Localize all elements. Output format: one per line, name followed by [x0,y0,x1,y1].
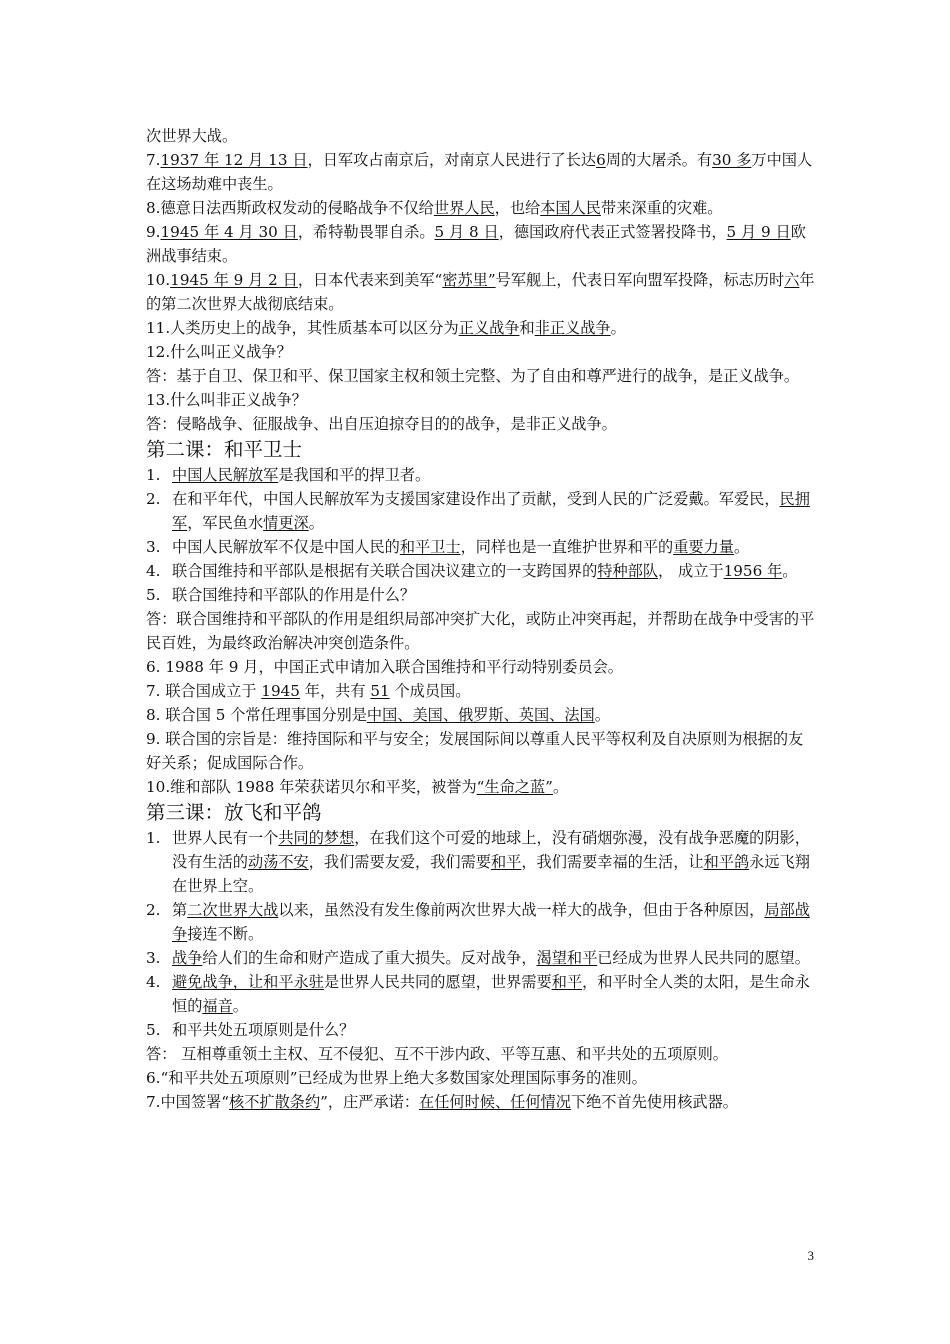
text-segment: 9. 联合国的宗旨是：维持国际和平与安全；发展国际间以尊重人民平等权利及自决原则为根据的友好关系；促成国际合作。 [146,730,804,772]
text-segment: 永远飞翔在世界上空。 [172,853,810,895]
item-text [172,946,816,970]
text-segment: 答：联合国维持和平部队的作用是组织局部冲突扩大化，或防止冲突再起，并帮助在战争中受害的平民百姓，为最终政治解决冲突创造条件。 [146,610,815,652]
paragraph [146,607,816,655]
underlined-answer: 世界人民 [433,199,495,217]
text-segment: 第三课：放飞和平鸽 [146,801,322,824]
text-segment: ，我们需要友爱，我们需要 [308,853,491,871]
text-segment: 10. [146,271,171,289]
paragraph [146,1066,816,1090]
text-segment: 以来，虽然没有发生像前两次世界大战一样大的战争，但由于各种原因， [278,901,765,919]
text-segment: 第 [172,901,188,919]
underlined-answer: 重要力量 [673,538,734,556]
text-segment: ，希特勒畏罪自杀。 [297,223,435,241]
underlined-answer: 非正义战争 [534,319,611,337]
item-number: 1. [146,829,161,847]
text-segment: 。 [733,538,750,556]
paragraph [146,340,816,364]
numbered-item [146,535,816,559]
item-text [172,487,816,535]
underlined-answer: 六 [784,271,800,289]
text-segment: ，我们需要幸福的生活，让 [521,853,704,871]
text-segment: 7. [146,151,161,169]
paragraph [146,268,816,316]
underlined-answer: 正义战争 [458,319,520,337]
underlined-answer: 1956 年 [723,562,783,580]
numbered-item [146,970,816,1018]
paragraph [146,1090,816,1114]
paragraph [146,775,816,799]
underlined-answer: 密苏里” [442,271,496,289]
underlined-answer: 和平卫士 [399,538,461,556]
text-segment: ，日本代表来到美军“ [297,271,443,289]
text-segment: ，同样也是一直维护世界和平的 [460,538,674,556]
underlined-answer: 6 [596,151,606,169]
paragraph [146,727,816,775]
underlined-answer: 1937 年 12 月 13 日 [160,151,308,169]
underlined-answer: 中国人民解放军 [172,466,279,484]
text-segment: 号军舰上，代表日军向盟军投降，标志历时 [495,271,785,289]
numbered-item [146,1018,816,1042]
numbered-item [146,898,816,946]
underlined-answer: 和平 [551,973,583,991]
underlined-answer: 5 月 8 日 [434,223,499,241]
text-segment: ，在我们这个可爱的地球上，没有硝烟弥漫，没有战争恶魔的阴影，没有生活的 [172,829,810,871]
underlined-answer: 本国人民 [540,199,601,217]
text-segment: 万中国人在这场劫难中丧生。 [146,151,813,193]
text-segment: 。 [232,997,248,1015]
text-segment: 联合国维持和平部队的作用是什么？ [172,586,415,604]
text-segment: 12.什么叫正义战争？ [146,343,292,361]
text-segment: 年的第二次世界大战彻底结束。 [146,271,815,313]
underlined-answer: 51 [370,682,390,700]
text-segment: 7.中国签署“ [146,1093,230,1111]
text-segment: 和 [519,319,535,337]
underlined-answer: 局部战争 [172,901,810,943]
item-text [172,970,816,1018]
item-text [172,898,816,946]
paragraph [146,679,816,703]
section-heading [146,436,816,463]
text-segment: 在和平年代，中国人民解放军为支援国家建设作出了贡献，受到人民的广泛爱戴。军爱民， [172,490,780,508]
item-number: 5. [146,586,161,604]
text-segment: 下绝不首先使用核武器。 [570,1093,738,1111]
paragraph [146,364,816,388]
numbered-item [146,826,816,898]
item-number: 5. [146,1021,161,1039]
document-body [146,124,816,1114]
underlined-answer: 二次世界大战 [187,901,279,919]
underlined-answer: 渴望和平 [536,949,598,967]
underlined-answer: 30 多 [712,151,752,169]
underlined-answer: 避免战争，让和平永驻 [172,973,324,991]
text-segment: 6. 1988 年 9 月，中国正式申请加入联合国维持和平行动特别委员会。 [146,658,623,676]
item-number: 4. [146,562,161,580]
text-segment: 联合国维持和平部队是根据有关联合国决议建立的一支跨国界的 [172,562,598,580]
page-number: 3 [807,1248,814,1263]
item-number: 4. [146,973,161,991]
item-text [172,559,816,583]
paragraph [146,196,816,220]
text-segment: 第二课：和平卫士 [146,438,303,461]
text-segment: 世界人民有一个 [172,829,279,847]
text-segment: 次世界大战。 [146,127,238,145]
text-segment: 给人们的生命和财产造成了重大损失。反对战争， [202,949,537,967]
item-text [172,463,816,487]
paragraph [146,655,816,679]
text-segment: 接连不断。 [187,925,264,943]
underlined-answer: 1945 [261,682,300,700]
underlined-answer: 中国、美国、俄罗斯、英国、法国 [366,706,595,724]
underlined-answer: 1945 年 4 月 30 日 [160,223,298,241]
text-segment: ，德国政府代表正式签署投降书， [498,223,727,241]
item-number: 2. [146,490,161,508]
text-segment: 。 [610,319,626,337]
underlined-answer: 情更深 [263,514,309,532]
text-segment: 13.什么叫非正义战争？ [146,391,307,409]
item-text [172,583,816,607]
item-text [172,826,816,898]
paragraph [146,124,816,148]
paragraph [146,148,816,196]
text-segment: 。 [594,706,610,724]
text-segment: 是我国和平的捍卫者。 [278,466,431,484]
text-segment: ，也给 [494,199,541,217]
paragraph [146,220,816,268]
text-segment: ，和平时全人类的太阳，是生命永恒的 [172,973,810,1015]
item-number: 1. [146,466,161,484]
text-segment: 11.人类历史上的战争，其性质基本可以区分为 [146,319,459,337]
paragraph [146,388,816,412]
text-segment: ，军民鱼水 [187,514,264,532]
underlined-answer: 1945 年 9 月 2 日 [170,271,298,289]
text-segment: 个成员国。 [389,682,471,700]
underlined-answer: 5 月 9 日 [726,223,791,241]
item-number: 3. [146,949,161,967]
numbered-item [146,946,816,970]
text-segment: ”，庄严承诺： [320,1093,420,1111]
text-segment: 。 [552,778,569,796]
paragraph [146,703,816,727]
text-segment: 答： 互相尊重领土主权、互不侵犯、互不干涉内政、平等互惠、和平共处的五项原则。 [146,1045,728,1063]
paragraph [146,1042,816,1066]
underlined-answer: 核不扩散条约 [229,1093,321,1111]
text-segment: 答：侵略战争、征服战争、出自压迫掠夺目的的战争，是非正义战争。 [146,415,617,433]
text-segment: 周的大屠杀。有 [605,151,713,169]
item-number: 3. [146,538,161,556]
text-segment: 中国人民解放军不仅是中国人民的 [172,538,400,556]
numbered-item [146,559,816,583]
underlined-answer: 特种部队 [597,562,658,580]
underlined-answer: 和平 [490,853,522,871]
text-segment: 7. 联合国成立于 [146,682,262,700]
underlined-answer: 民拥军 [172,490,810,532]
numbered-item [146,463,816,487]
text-segment: 年，共有 [299,682,371,700]
text-segment: 8. 联合国 5 个常任理事国分别是 [146,706,367,724]
text-segment: 6.“和平共处五项原则”已经成为世界上绝大多数国家处理国际事务的准则。 [146,1069,647,1087]
text-segment: 。 [308,514,324,532]
section-heading [146,799,816,826]
underlined-answer: 福音 [202,997,233,1015]
text-segment: 已经成为世界人民共同的愿望。 [597,949,810,967]
item-text [172,535,816,559]
text-segment: 9. [146,223,161,241]
item-text [172,1018,816,1042]
item-number: 2. [146,901,161,919]
numbered-item [146,487,816,535]
underlined-answer: 和平鸽 [703,853,750,871]
text-segment: 。 [782,562,798,580]
paragraph [146,316,816,340]
text-segment: ， 成立于 [658,562,724,580]
paragraph [146,412,816,436]
text-segment: 8.德意日法西斯政权发动的侵略战争不仅给 [146,199,434,217]
text-segment: 是世界人民共同的愿望，世界需要 [323,973,552,991]
text-segment: 10.维和部队 1988 年荣获诺贝尔和平奖，被誉为 [146,778,477,796]
underlined-answer: 战争 [172,949,203,967]
text-segment: 欧洲战事结束。 [146,223,806,265]
underlined-answer: 在任何时候、任何情况 [419,1093,571,1111]
underlined-answer: “生命之蓝” [476,778,553,796]
text-segment: ，日军攻占南京后，对南京人民进行了长达 [307,151,597,169]
text-segment: 和平共处五项原则是什么？ [172,1021,355,1039]
text-segment: 带来深重的灾难。 [600,199,723,217]
numbered-item [146,583,816,607]
underlined-answer: 共同的梦想 [278,829,355,847]
text-segment: 答：基于自卫、保卫和平、保卫国家主权和领土完整、为了自由和尊严进行的战争，是正义战争。 [146,367,800,385]
underlined-answer: 动荡不安 [247,853,309,871]
